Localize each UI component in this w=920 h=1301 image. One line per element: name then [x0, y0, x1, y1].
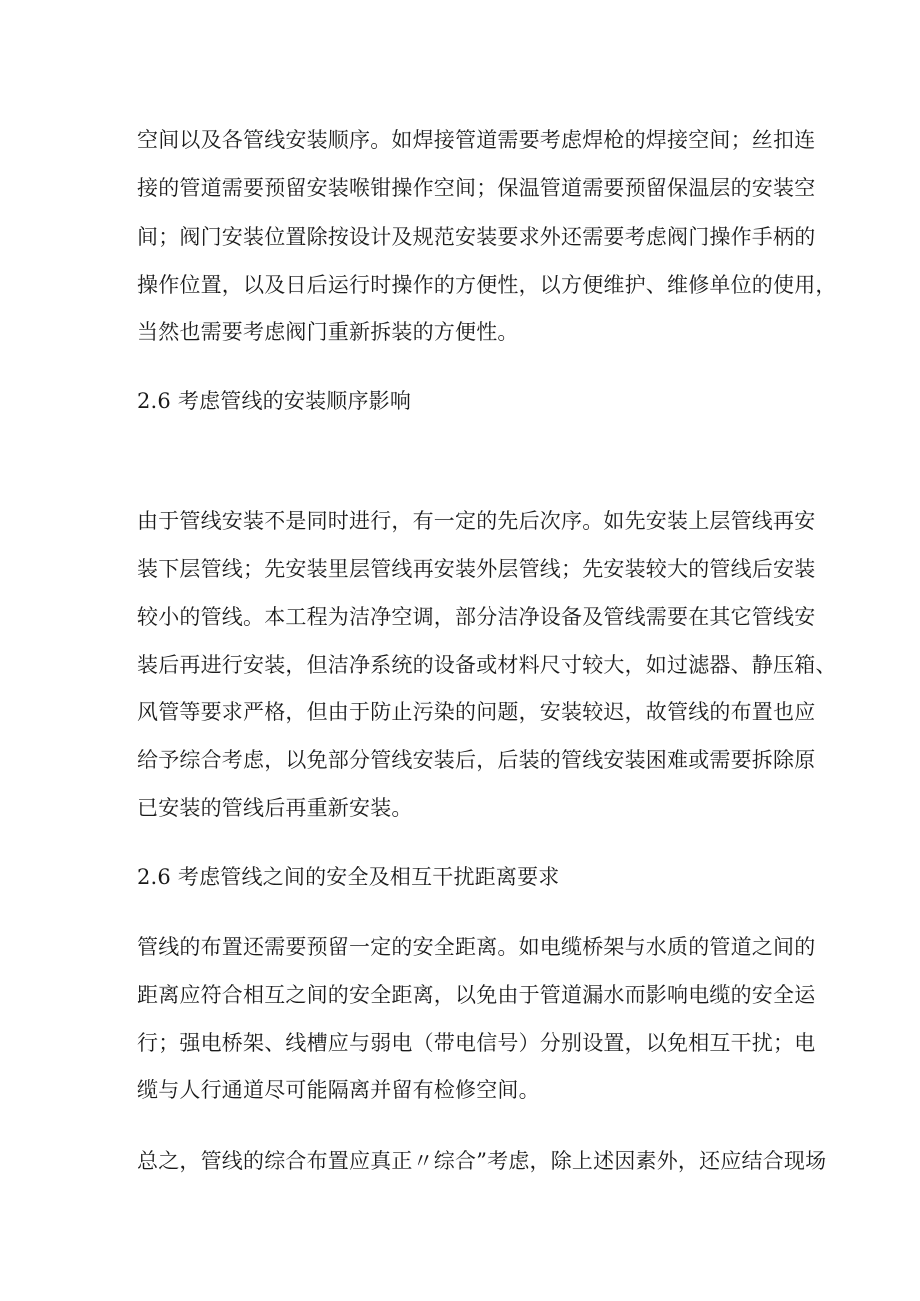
paragraph-3-line-3: 行；强电桥架、线槽应与弱电（带电信号）分别设置，以免相互干扰；电 — [137, 1031, 816, 1055]
paragraph-1-line-2: 接的管道需要预留安装喉钳操作空间；保温管道需要预留保温层的安装空 — [137, 176, 816, 200]
paragraph-3-line-4: 缆与人行通道尽可能隔离并留有检修空间。 — [137, 1078, 540, 1102]
paragraph-3-line-1: 管线的布置还需要预留一定的安全距离。如电缆桥架与水质的管道之间的 — [137, 935, 816, 959]
paragraph-2-line-7: 已安装的管线后再重新安装。 — [137, 796, 413, 820]
paragraph-2-line-4: 装后再进行安装，但洁净系统的设备或材料尺寸较大，如过滤器、静压箱、 — [137, 653, 837, 677]
paragraph-2-line-1: 由于管线安装不是同时进行，有一定的先后次序。如先安装上层管线再安 — [137, 509, 816, 533]
paragraph-2-line-6: 给予综合考虑，以免部分管线安装后，后装的管线安装困难或需要拆除原 — [137, 748, 816, 772]
paragraph-1-line-1: 空间以及各管线安装顺序。如焊接管道需要考虑焊枪的焊接空间；丝扣连 — [137, 128, 816, 152]
section-heading-safety-distance: 2.6 考虑管线之间的安全及相互干扰距离要求 — [137, 865, 560, 889]
paragraph-1-line-3: 间；阀门安装位置除按设计及规范安装要求外还需要考虑阀门操作手柄的 — [137, 225, 816, 249]
paragraph-2-line-2: 装下层管线；先安装里层管线再安装外层管线；先安装较大的管线后安装 — [137, 557, 816, 581]
paragraph-4-line-1: 总之，管线的综合布置应真正〃综合”考虑，除上述因素外，还应结合现场 — [137, 1149, 827, 1173]
paragraph-1-line-4: 操作位置，以及日后运行时操作的方便性，以方便维护、维修单位的使用， — [137, 273, 837, 297]
section-heading-install-order: 2.6 考虑管线的安装顺序影响 — [137, 389, 412, 413]
paragraph-1-line-5: 当然也需要考虑阀门重新拆装的方便性。 — [137, 320, 519, 344]
paragraph-2-line-3: 较小的管线。本工程为洁净空调，部分洁净设备及管线需要在其它管线安 — [137, 605, 816, 629]
paragraph-3-line-2: 距离应符合相互之间的安全距离，以免由于管道漏水而影响电缆的安全运 — [137, 983, 816, 1007]
paragraph-2-line-5: 风管等要求严格，但由于防止污染的问题，安装较迟，故管线的布置也应 — [137, 700, 816, 724]
